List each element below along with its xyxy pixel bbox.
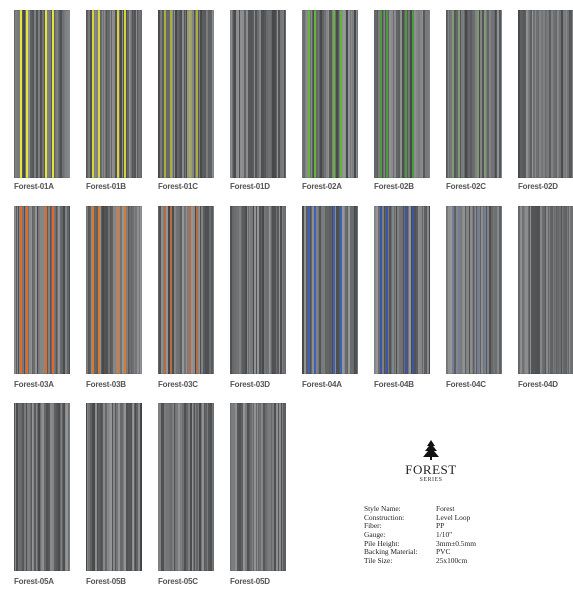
carpet-tile-swatch [518, 10, 573, 178]
carpet-tile-swatch [230, 206, 286, 374]
swatch-code-label: Forest-04D [518, 380, 558, 389]
carpet-tile-swatch [14, 206, 70, 374]
spec-label: Gauge: [364, 530, 386, 540]
swatch-code-label: Forest-01D [230, 182, 270, 191]
carpet-tile-swatch [86, 10, 142, 178]
swatch-code-label: Forest-03C [158, 380, 198, 389]
spec-label: Tile Size: [364, 556, 393, 566]
spec-row-tile-size [364, 557, 514, 566]
swatch-code-label: Forest-03D [230, 380, 270, 389]
swatch-code-label: Forest-03B [86, 380, 126, 389]
spec-table [364, 505, 514, 566]
carpet-tile-swatch [86, 206, 142, 374]
swatch-code-label: Forest-02B [374, 182, 414, 191]
spec-label: Construction: [364, 512, 405, 522]
swatch-code-label: Forest-04B [374, 380, 414, 389]
swatch-code-label: Forest-02A [302, 182, 342, 191]
pine-tree-icon [423, 440, 439, 460]
swatch-code-label: Forest-02D [518, 182, 558, 191]
carpet-tile-swatch [446, 10, 502, 178]
carpet-tile-swatch [446, 206, 502, 374]
spec-value: 25x100cm [436, 556, 468, 566]
carpet-tile-swatch [86, 403, 142, 571]
carpet-tile-swatch [230, 403, 286, 571]
swatch-code-label: Forest-05C [158, 577, 198, 586]
swatch-code-label: Forest-05D [230, 577, 270, 586]
swatch-code-label: Forest-04C [446, 380, 486, 389]
carpet-tile-swatch [14, 403, 70, 571]
carpet-tile-swatch [302, 206, 358, 374]
spec-label: Backing Material: [364, 547, 418, 557]
spec-value: 1/10" [436, 530, 453, 540]
brand-title: FOREST [405, 462, 457, 477]
swatch-code-label: Forest-05B [86, 577, 126, 586]
carpet-tile-swatch [158, 403, 214, 571]
spec-value: PVC [436, 547, 451, 557]
carpet-tile-swatch [158, 206, 214, 374]
swatch-code-label: Forest-04A [302, 380, 342, 389]
carpet-tile-swatch [230, 10, 286, 178]
swatch-code-label: Forest-05A [14, 577, 54, 586]
spec-value: Level Loop [436, 512, 471, 522]
carpet-tile-swatch [302, 10, 358, 178]
swatch-code-label: Forest-01B [86, 182, 126, 191]
swatch-code-label: Forest-03A [14, 380, 54, 389]
carpet-tile-swatch [518, 206, 573, 374]
carpet-tile-swatch [374, 10, 430, 178]
spec-label: Style Name: [364, 504, 401, 513]
swatch-code-label: Forest-01A [14, 182, 54, 191]
spec-value: 3mm±0.5mm [436, 538, 476, 548]
swatch-code-label: Forest-01C [158, 182, 198, 191]
spec-value: Forest [436, 504, 455, 513]
brand-logo [395, 440, 467, 483]
spec-label: Fiber: [364, 521, 382, 531]
spec-label: Pile Height: [364, 538, 400, 548]
carpet-tile-swatch [374, 206, 430, 374]
brand-subtitle: SERIES [419, 477, 443, 483]
spec-value: PP [436, 521, 445, 531]
carpet-tile-swatch [158, 10, 214, 178]
carpet-tile-swatch [14, 10, 70, 178]
swatch-code-label: Forest-02C [446, 182, 486, 191]
